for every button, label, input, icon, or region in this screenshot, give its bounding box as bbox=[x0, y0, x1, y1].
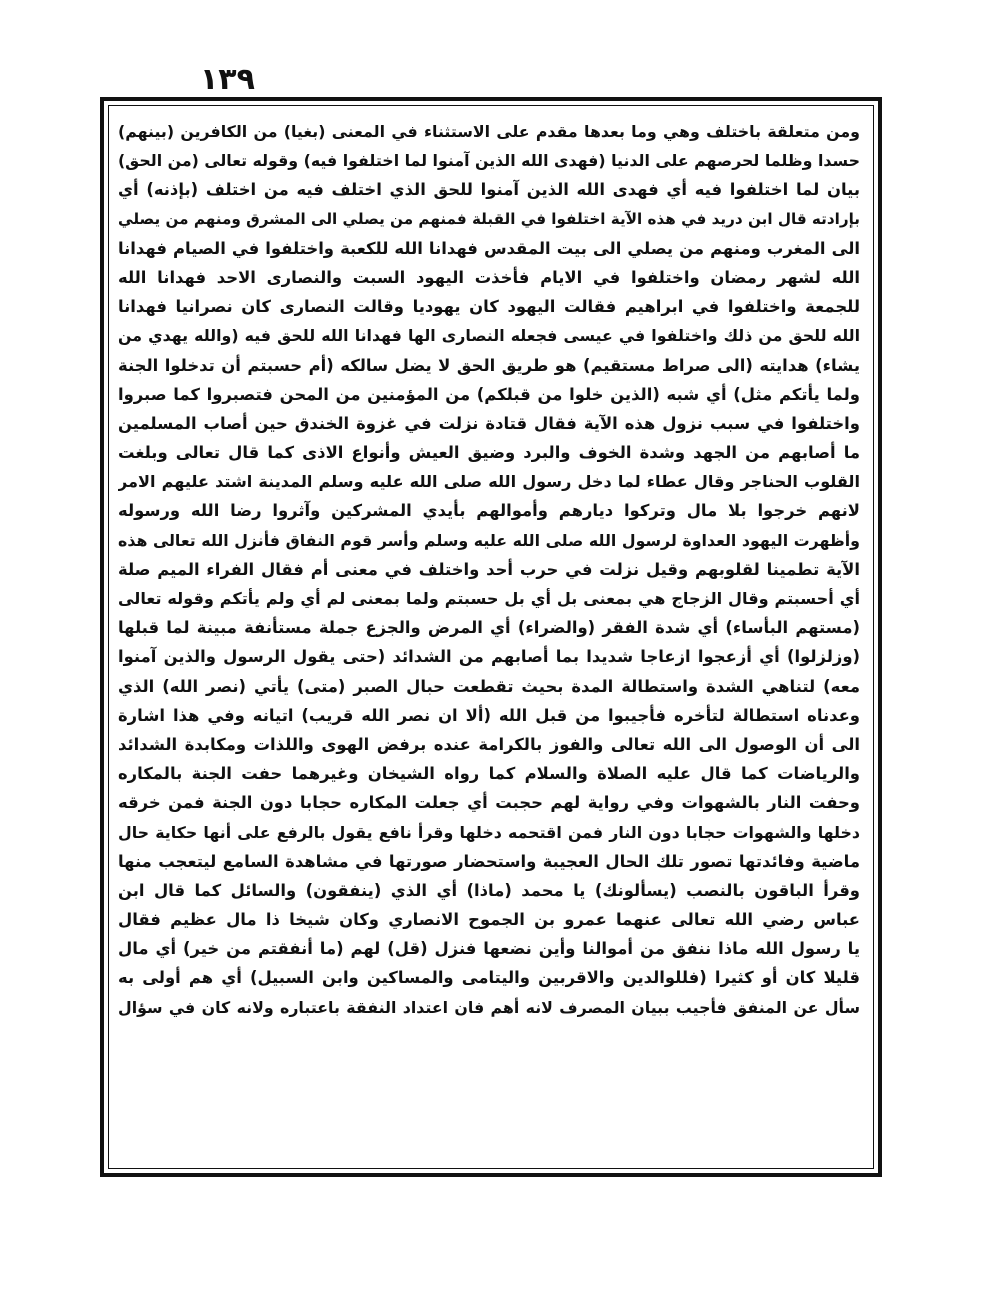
text-line: الله لشهر رمضان واختلفوا في الايام فأخذت اليهود السبت والنصارى الاحد فهدانا الله bbox=[118, 267, 860, 287]
text-line: وقرأ الباقون بالنصب (يسألونك) يا محمد (ماذا) أي الذي (ينفقون) والسائل كما قال ابن bbox=[118, 880, 860, 900]
text-line: معه) لتناهي الشدة واستطالة المدة بحيث تقطعت حبال الصبر (متى) يأتي (نصر الله) الذي bbox=[118, 676, 860, 696]
text-line: القلوب الحناجر وقال عطاء لما دخل رسول الله صلى الله عليه وسلم المدينة اشتد عليهم الامر bbox=[118, 472, 860, 492]
text-line: للجمعة واختلفوا في ابراهيم فقالت اليهود كان يهوديا وقالت النصارى كان نصرانيا فهدانا bbox=[118, 297, 860, 317]
text-line: لانهم خرجوا بلا مال وتركوا ديارهم وأموالهم بأيدي المشركين وآثروا رضا الله ورسوله bbox=[118, 501, 860, 521]
text-line: الى أن الوصول الى الله تعالى والفوز بالكرامة عنده برفض الهوى واللذات ومكابدة الشدائد bbox=[118, 734, 860, 754]
text-line: وعدناه استطالة لتأخره فأجيبوا من قبل الله (ألا ان نصر الله قريب) اتيانه وفي هذا اشارة bbox=[118, 705, 860, 725]
text-line: الى المغرب ومنهم من يصلي الى بيت المقدس فهدانا الله للكعبة واختلفوا في الصيام فهدانا bbox=[118, 238, 860, 258]
text-line: ومن متعلقة باختلف وهي وما بعدها مقدم على الاستثناء في المعنى (بغيا) من الكافرين (بينهم) bbox=[118, 122, 860, 141]
text-body bbox=[118, 117, 860, 1022]
text-line: وحفت النار بالشهوات وفي رواية لهم حجبت أي جعلت المكاره حجابا دون الجنة فمن خرقه bbox=[118, 793, 860, 813]
page-number: ١٣٩ bbox=[200, 62, 255, 97]
text-line: بإرادته قال ابن دريد في هذه الآية اختلفوا في القبلة فمنهم من يصلي الى المشرق ومنهم من يصلي bbox=[118, 209, 860, 228]
text-line: يا رسول الله ماذا ننفق من أموالنا وأين نضعها فنزل (قل) لهم (ما أنفقتم من خير) أي مال bbox=[118, 939, 860, 959]
text-line: قليلا كان أو كثيرا (فللوالدين والاقربين واليتامى والمساكين وابن السبيل) أي هم أولى به bbox=[118, 968, 860, 988]
text-line: (وزلزلوا) أي أزعجوا ازعاجا شديدا بما أصابهم من الشدائد (حتى يقول الرسول والذين آمنوا bbox=[118, 647, 860, 667]
text-line: ماضية وفائدتها تصور تلك الحال العجيبة واستحضار صورتها في مشاهدة السامع ليتعجب منها bbox=[118, 851, 860, 871]
text-line: سأل عن المنفق فأجيب ببيان المصرف لانه أهم فان اعتداد النفقة باعتباره ولانه كان في سؤال bbox=[118, 997, 860, 1017]
text-line: ما أصابهم من الجهد وشدة الخوف والبرد وضيق العيش وأنواع الاذى كما قال تعالى وبلغت bbox=[118, 443, 860, 463]
text-line: ولما يأتكم مثل) أي شبه (الذين خلوا من قبلكم) من المؤمنين من المحن فتصبروا كما صبروا bbox=[118, 384, 860, 404]
text-line: واختلفوا في سبب نزول هذه الآية فقال قتادة نزلت في غزوة الخندق حين أصاب المسلمين bbox=[118, 413, 860, 433]
text-line: حسدا وظلما لحرصهم على الدنيا (فهدى الله الذين آمنوا لما اختلفوا فيه) وقوله تعالى (من الحق) bbox=[118, 151, 860, 171]
text-line: الله للحق من ذلك واختلفوا في عيسى فجعله النصارى الها فهدانا الله للحق فيه (والله يهدي من bbox=[118, 326, 860, 346]
text-line: أي أحسبتم وقال الزجاج هي بمعنى بل أي بل حسبتم ولما بمعنى لم أي ولم يأتكم وقوله تعالى bbox=[118, 589, 860, 608]
text-line: (مستهم البأساء) أي شدة الفقر (والضراء) أي المرض والجزع جملة مستأنفة مبينة لما قبلها bbox=[118, 618, 860, 638]
text-line: الآية تطمينا لقلوبهم وقيل نزلت في حرب أحد واختلف في معنى أم فقال الفراء الميم صلة bbox=[118, 559, 860, 579]
text-line: وأظهرت اليهود العداوة لرسول الله صلى الله عليه وسلم وأسر قوم النفاق فأنزل الله تعالى هذه bbox=[118, 530, 860, 550]
text-line: بيان لما اختلفوا فيه أي فهدى الله الذين آمنوا للحق الذي اختلف فيه من اختلف (بإذنه) أي bbox=[118, 180, 860, 200]
text-line: عباس رضي الله تعالى عنهما عمرو بن الجموح الانصاري وكان شيخا ذا مال عظيم فقال bbox=[118, 910, 860, 930]
text-line: والرياضات كما قال عليه الصلاة والسلام كما رواه الشيخان وغيرهما حفت الجنة بالمكاره bbox=[118, 764, 860, 784]
text-line: يشاء) هدايته (الى صراط مستقيم) هو طريق الحق لا يضل سالكه (أم حسبتم أن تدخلوا الجنة bbox=[118, 355, 860, 375]
text-line: دخلها والشهوات حجابا دون النار فمن اقتحمه دخلها وقرأ نافع يقول بالرفع على أنها حكاية حال bbox=[118, 822, 860, 842]
